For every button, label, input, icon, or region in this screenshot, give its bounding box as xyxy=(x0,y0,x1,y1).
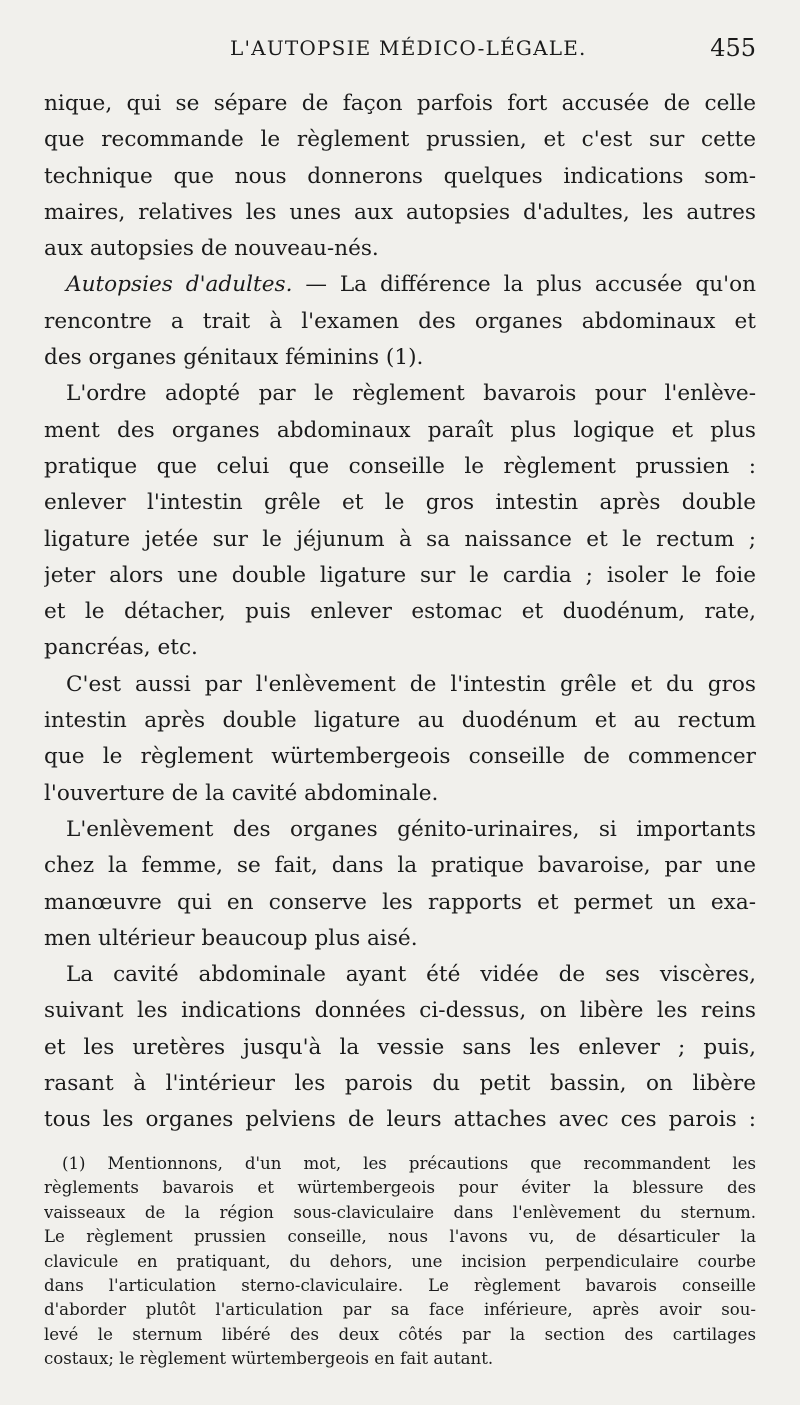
footnote-line: Le règlement prussien conseille, nous l'avons vu, de désarticuler la xyxy=(44,1227,756,1247)
section-heading: Autopsies d'adultes. xyxy=(66,272,293,298)
footnote-line: d'aborder plutôt l'articulation par sa face inférieure, après avoir sou- xyxy=(44,1300,756,1320)
text-line: C'est aussi par l'enlèvement de l'intestin grêle et du gros xyxy=(66,671,756,697)
text-line: pancréas, etc. xyxy=(44,635,198,661)
text-line: aux autopsies de nouveau-nés. xyxy=(44,236,379,262)
running-head xyxy=(44,34,756,64)
text-line: jeter alors une double ligature sur le cardia ; isoler le foie xyxy=(44,562,756,588)
text-line: L'ordre adopté par le règlement bavarois pour l'enlève- xyxy=(66,381,756,407)
body-text xyxy=(44,86,756,1139)
text-line: maires, relatives les unes aux autopsies d'adultes, les autres xyxy=(44,199,756,225)
text-line: rencontre a trait à l'examen des organes abdominaux et xyxy=(44,308,756,334)
text-line: des organes génitaux féminins (1). xyxy=(44,345,424,371)
text-line: men ultérieur beaucoup plus aisé. xyxy=(44,925,418,951)
page-number: 455 xyxy=(710,34,756,62)
text-line: et le détacher, puis enlever estomac et duodénum, rate, xyxy=(44,599,756,625)
text-line: et les uretères jusqu'à la vessie sans les enlever ; puis, xyxy=(44,1034,756,1060)
text-line: l'ouverture de la cavité abdominale. xyxy=(44,780,439,806)
text-line: La cavité abdominale ayant été vidée de ses viscères, xyxy=(66,962,756,988)
text-line: suivant les indications données ci-dessus, on libère les reins xyxy=(44,998,756,1024)
text-line: ment des organes abdominaux paraît plus logique et plus xyxy=(44,417,756,443)
footnote-line: dans l'articulation sterno-claviculaire. Le règlement bavarois conseille xyxy=(44,1275,756,1295)
text-line: que le règlement würtembergeois conseille de commencer xyxy=(44,744,756,770)
footnote xyxy=(44,1152,756,1372)
text-line: rasant à l'intérieur les parois du petit bassin, on libère xyxy=(44,1071,756,1097)
text-line: intestin après double ligature au duodénum et au rectum xyxy=(44,708,756,734)
text-line: ligature jetée sur le jéjunum à sa naissance et le rectum ; xyxy=(44,526,756,552)
footnote-line: (1) Mentionnons, d'un mot, les précautions que recommandent les xyxy=(62,1154,756,1173)
footnote-line: vaisseaux de la région sous-claviculaire dans l'enlèvement du sternum. xyxy=(44,1202,756,1222)
footnote-line: costaux; le règlement würtembergeois en fait autant. xyxy=(44,1349,494,1369)
footnote-line: levé le sternum libéré des deux côtés par la section des cartilages xyxy=(44,1324,756,1344)
text-line: L'enlèvement des organes génito-urinaires, si importants xyxy=(66,816,756,842)
text-line: technique que nous donnerons quelques indications som- xyxy=(44,163,756,189)
running-title: L'AUTOPSIE MÉDICO-LÉGALE. xyxy=(230,36,587,60)
text-line: pratique que celui que conseille le règlement prussien : xyxy=(44,453,756,479)
text-line: manœuvre qui en conserve les rapports et permet un exa- xyxy=(44,889,756,915)
text-line: tous les organes pelviens de leurs attaches avec ces parois : xyxy=(44,1107,756,1133)
text-line: chez la femme, se fait, dans la pratique bavaroise, par une xyxy=(44,853,756,879)
footnote-line: règlements bavarois et würtembergeois pour éviter la blessure des xyxy=(44,1178,756,1198)
text-line: que recommande le règlement prussien, et c'est sur cette xyxy=(44,127,756,153)
paragraph-first-line xyxy=(44,267,756,303)
text-line: enlever l'intestin grêle et le gros intestin après double xyxy=(44,490,756,516)
text-fragment: — La différence la plus accusée qu'on xyxy=(305,272,756,298)
text-line: nique, qui se sépare de façon parfois fort accusée de celle xyxy=(44,91,756,116)
footnote-line: clavicule en pratiquant, du dehors, une incision perpendiculaire courbe xyxy=(44,1251,756,1271)
